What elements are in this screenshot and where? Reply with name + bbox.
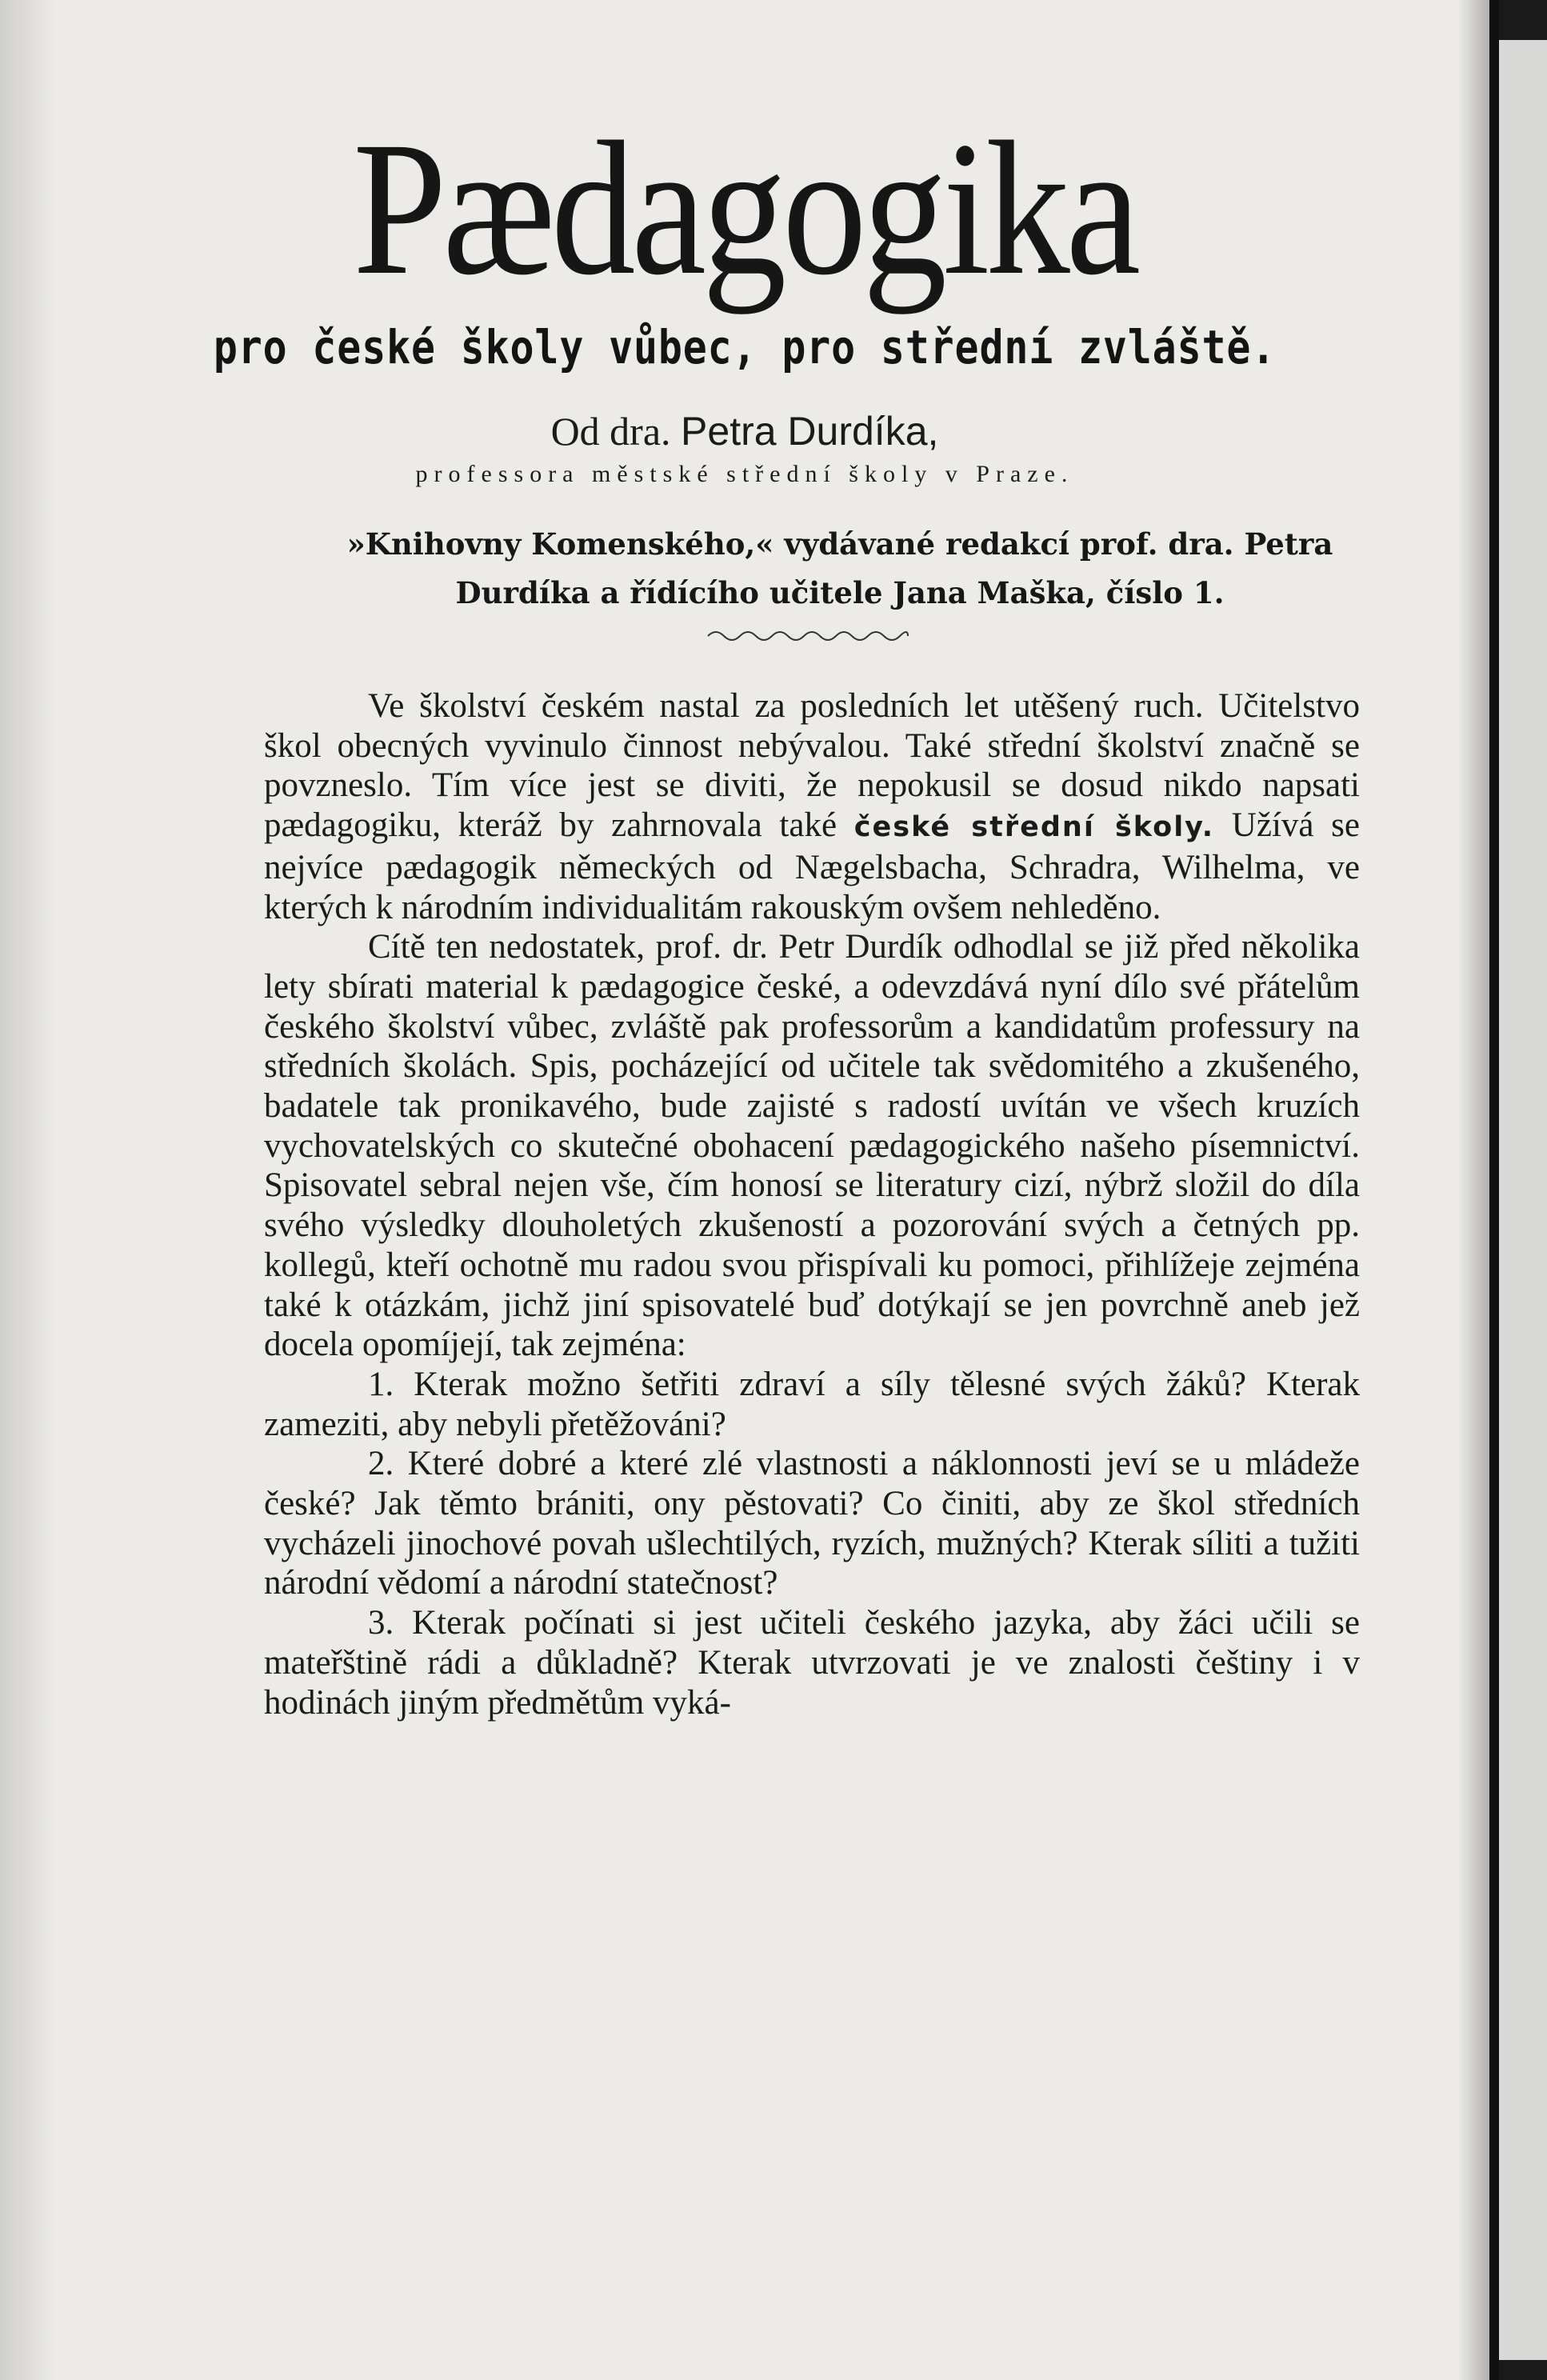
question-3: 3. Kterak počínati si jest učiteli českého jazyka, aby žáci učili se mateřštině rádi a důkladně? Kterak utvrzovati je ve znalosti češtiny i v hodinách jiným předmětům vyká- — [264, 1604, 1360, 1722]
author-prefix: Od dra. — [550, 409, 682, 454]
ornamental-divider — [704, 624, 912, 648]
question-1: 1. Kterak možno šetřiti zdraví a síly tělesné svých žáků? Kterak zameziti, aby nebyli přetěžováni? — [264, 1365, 1360, 1443]
page-gutter — [1489, 0, 1499, 2380]
body-text — [264, 686, 1360, 1722]
adjacent-page-edge — [1499, 40, 1547, 2360]
author-affiliation: professora městské střední školy v Praze. — [415, 461, 1074, 487]
series-note — [312, 520, 1368, 618]
emphasis-text: české střední školy. — [853, 811, 1215, 844]
series-line-2: Durdíka a řídícího učitele Jana Maška, číslo 1. — [455, 575, 1225, 610]
series-line-1: »Knihovny Komenského,« vydávané redakcí prof. dra. Petra — [346, 526, 1333, 562]
page-shadow-right — [1457, 0, 1489, 2380]
author-line — [0, 408, 1489, 454]
document-title: Pædagogika — [353, 102, 1137, 314]
author-name: Petra Durdíka, — [681, 409, 939, 454]
page-shadow-left — [0, 0, 56, 2380]
paragraph-1: Ve školství českém nastal za posledních let utěšený ruch. Učitelstvo škol obecných vyvinulo činnost nebývalou. Také střední školství značně se povzneslo. Tím více jest se diviti, že nepokusil se dosud nikdo napsati pædagogiku, kteráž by zahrnovala také české střední školy. Užívá se nejvíce pædagogik německých od Nægelsbacha, Schradra, Wilhelma, ve kterých k národním individualitám rakouským ovšem nehleděno. — [264, 687, 1361, 926]
question-2: 2. Které dobré a které zlé vlastnosti a náklonnosti jeví se u mládeže české? Jak těmto brániti, ony pěstovati? Co činiti, aby ze škol středních vycházeli jinochové povah ušlechtilých, ryzích, mužných? Kterak síliti a tužiti národní vědomí a národní statečnost? — [264, 1445, 1360, 1602]
paragraph-2: Cítě ten nedostatek, prof. dr. Petr Durdík odhodlal se již před několika lety sbírati material k pædagogice české, a odevzdává nyní dílo své přátelům českého školství vůbec, zvláště pak professorům a kandidatům professury na středních školách. Spis, pocházející od učitele tak svědomitého a zkušeného, badatele tak pronikavého, bude zajisté s radostí uvítán ve všech kruzích vychovatelských co skutečné obohacení pædagogického našeho písemnictví. Spisovatel sebral nejen vše, čím honosí se literatury cizí, nýbrž složil do díla svého výsledky dlouholetých zkušeností a pozorování svých a četných pp. kollegů, kteří ochotně mu radou svou přispívali ku pomoci, přihlížeje zejména také k otázkám, jichž jiní spisovatelé buď dotýkají se jen povrchně aneb jež docela opomíjejí, tak zejména: — [264, 928, 1360, 1364]
document-subtitle: pro české školy vůbec, pro střední zvláště. — [213, 320, 1277, 374]
